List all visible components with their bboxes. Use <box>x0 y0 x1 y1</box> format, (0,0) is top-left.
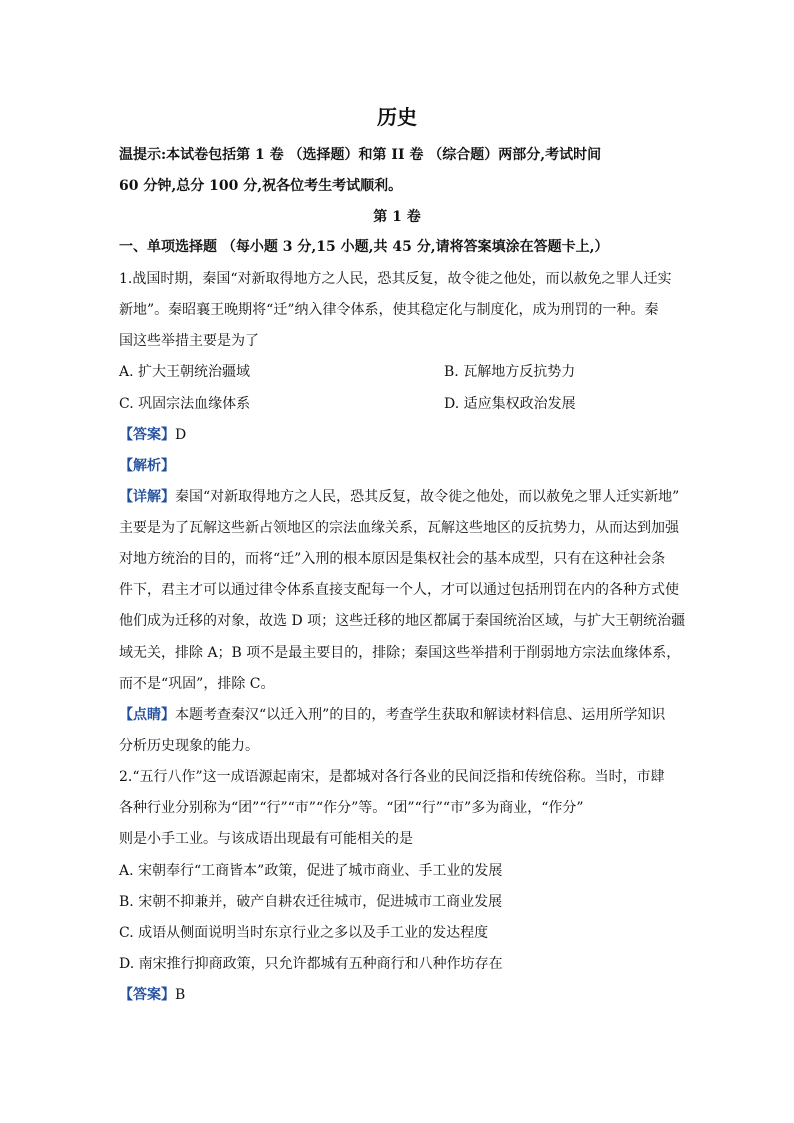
question-2-answer <box>119 985 185 1005</box>
question-1-option-b: B. 瓦解地方反抗势力 <box>444 364 576 380</box>
answer-tag: 【答案】 <box>119 427 175 443</box>
page-title: 历史 <box>377 105 417 129</box>
question-1-line-3: 国这些举措主要是为了 <box>119 333 259 349</box>
question-1-line-1: 1.战国时期，秦国“对新取得地方之人民，恐其反复，故令徙之他处，而以赦免之罪人迁实 <box>119 271 672 287</box>
question-2-line-2: 各种行业分别称为“团”“行”“市”“作分”等。“团”“行”“市”多为商业，“作分” <box>119 800 584 816</box>
question-1-detail-line-2: 主要是为了瓦解这些新占领地区的宗法血缘关系，瓦解这些地区的反抗势力，从而达到加强 <box>119 520 679 536</box>
question-1-detail-line-1 <box>119 487 679 507</box>
detail-text: 秦国“对新取得地方之人民，恐其反复，故令徙之他处，而以赦免之罪人迁实新地” <box>175 489 680 505</box>
question-1-detail-line-4: 件下，君主才可以通过律令体系直接支配每一个人，才可以通过包括刑罚在内的各种方式使 <box>119 582 679 598</box>
question-1-line-2: 新地”。秦昭襄王晚期将“迁”纳入律令体系，使其稳定化与制度化，成为刑罚的一种。秦 <box>119 302 659 318</box>
point-tag: 【点睛】 <box>119 707 175 723</box>
question-1-detail-line-5: 他们成为迁移的对象，故选 D 项；这些迁移的地区都属于秦国统治区域，与扩大王朝统治疆 <box>119 613 686 629</box>
answer-tag: 【答案】 <box>119 987 175 1003</box>
answer-value: B <box>175 987 186 1003</box>
question-2-option-c: C. 成语从侧面说明当时东京行业之多以及手工业的发达程度 <box>119 925 489 941</box>
answer-value: D <box>175 427 187 443</box>
question-2-option-d: D. 南宋推行抑商政策，只允许都城有五种商行和八种作坊存在 <box>119 956 503 972</box>
question-2-line-3: 则是小手工业。与该成语出现最有可能相关的是 <box>119 831 413 847</box>
exam-tip-line-2: 60 分钟,总分 100 分,祝各位考生考试顺利。 <box>119 178 403 194</box>
question-1-point-line-1 <box>119 705 665 725</box>
point-text: 本题考查秦汉“以迁入刑”的目的，考查学生获取和解读材料信息、运用所学知识 <box>175 707 666 723</box>
question-1-point-line-2: 分析历史现象的能力。 <box>119 738 259 754</box>
question-1-detail-line-6: 域无关，排除 A；B 项不是最主要目的，排除；秦国这些举措利于削弱地方宗法血缘体系， <box>119 645 681 661</box>
part-title: 第 1 卷 <box>373 209 421 225</box>
detail-tag: 【详解】 <box>119 489 175 505</box>
question-1-detail-line-7: 而不是“巩固”，排除 C。 <box>119 676 275 692</box>
question-2-option-b: B. 宋朝不抑兼并，破产自耕农迁往城市，促进城市工商业发展 <box>119 894 503 910</box>
question-1-option-c: C. 巩固宗法血缘体系 <box>119 396 251 412</box>
question-2-option-a: A. 宋朝奉行“工商皆本”政策，促进了城市商业、手工业的发展 <box>119 863 503 879</box>
question-2-line-1: 2.“五行八作”这一成语源起南宋，是都城对各行各业的民间泛指和传统俗称。当时，市肆 <box>119 769 665 785</box>
exam-tip-line-1: 温提示:本试卷包括第 1 卷 （选择题）和第 II 卷 （综合题）两部分,考试时间 <box>119 147 602 163</box>
question-1-answer <box>119 425 186 445</box>
question-1-option-a: A. 扩大王朝统治疆域 <box>119 364 251 380</box>
section-heading: 一、单项选择题 （每小题 3 分,15 小题,共 45 分,请将答案填涂在答题卡上,） <box>119 239 609 255</box>
question-1-option-d: D. 适应集权政治发展 <box>444 396 576 412</box>
question-1-analysis-tag: 【解析】 <box>119 458 175 474</box>
question-1-detail-line-3: 对地方统治的目的，而将“迁”入刑的根本原因是集权社会的基本成型，只有在这种社会条 <box>119 551 666 567</box>
